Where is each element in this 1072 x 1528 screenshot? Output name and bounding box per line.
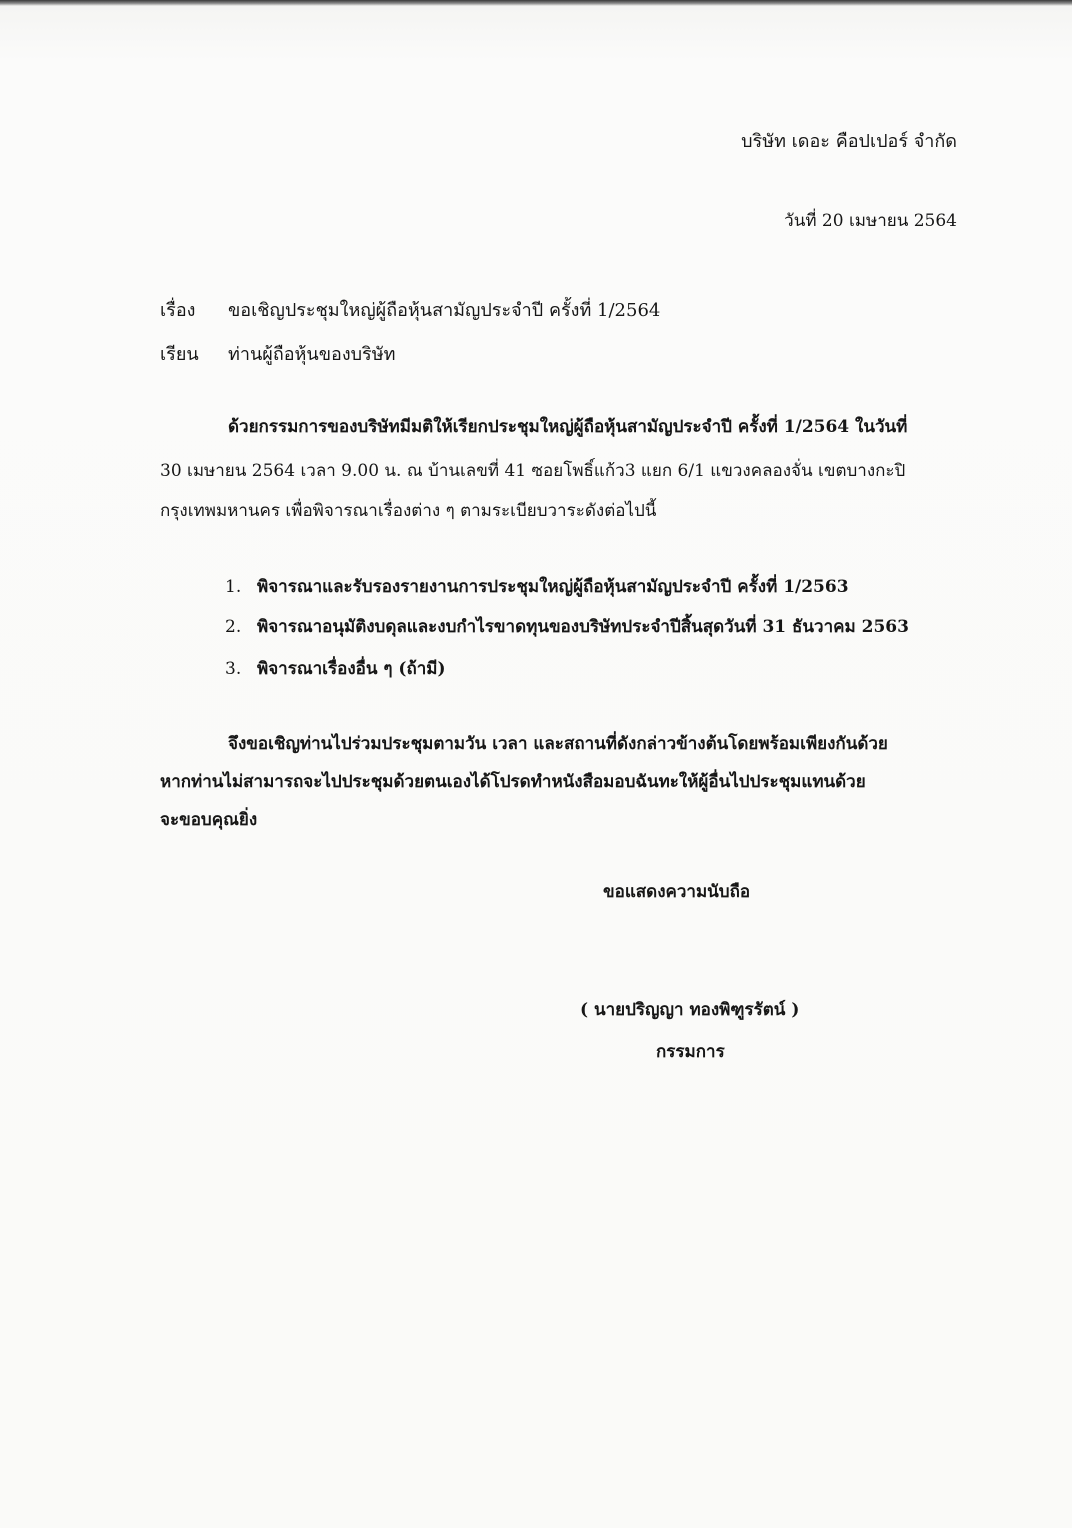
recipient-text: ท่านผู้ถือหุ้นของบริษัท xyxy=(228,344,396,365)
agenda-item-number: 2. xyxy=(225,617,242,637)
closing-salutation: ขอแสดงความนับถือ xyxy=(603,882,751,902)
body-paragraph-2-line-3: จะขอบคุณยิ่ง xyxy=(160,810,258,830)
subject-label: เรื่อง xyxy=(160,300,196,321)
body-paragraph-2-line-2: หากท่านไม่สามารถจะไปประชุมด้วยตนเองได้โปรดทำหนังสือมอบฉันทะให้ผู้อื่นไปประชุมแทนด้วย xyxy=(160,772,866,792)
body-paragraph-1-line-1: ด้วยกรรมการของบริษัทมีมติให้เรียกประชุมใหญ่ผู้ถือหุ้นสามัญประจำปี ครั้งที่ 1/2564 ในวันที่ xyxy=(228,417,908,437)
agenda-item xyxy=(225,573,849,600)
agenda-item-number: 3. xyxy=(225,659,242,679)
subject-text: ขอเชิญประชุมใหญ่ผู้ถือหุ้นสามัญประจำปี ครั้งที่ 1/2564 xyxy=(228,300,661,321)
scan-top-edge xyxy=(0,0,1072,6)
agenda-item xyxy=(225,655,446,682)
body-paragraph-1-line-2: 30 เมษายน 2564 เวลา 9.00 น. ณ บ้านเลขที่ 41 ซอยโพธิ์แก้ว3 แยก 6/1 แขวงคลองจั่น เขตบางกะปิ xyxy=(160,461,906,481)
agenda-item xyxy=(225,613,909,640)
body-paragraph-1-line-3: กรุงเทพมหานคร เพื่อพิจารณาเรื่องต่าง ๆ ตามระเบียบวาระดังต่อไปนี้ xyxy=(160,501,657,521)
agenda-item-number: 1. xyxy=(225,577,242,597)
agenda-item-text: พิจารณาอนุมัติงบดุลและงบกำไรขาดทุนของบริษัทประจำปีสิ้นสุดวันที่ 31 ธันวาคม 2563 xyxy=(257,617,909,637)
signatory-name: ( นายปริญญา ทองพิฑูรรัตน์ ) xyxy=(580,1000,800,1020)
body-paragraph-2-line-1: จึงขอเชิญท่านไปร่วมประชุมตามวัน เวลา และสถานที่ดังกล่าวข้างต้นโดยพร้อมเพียงกันด้วย xyxy=(228,734,888,754)
agenda-item-text: พิจารณาและรับรองรายงานการประชุมใหญ่ผู้ถือหุ้นสามัญประจำปี ครั้งที่ 1/2563 xyxy=(257,577,849,597)
signatory-title: กรรมการ xyxy=(656,1042,725,1062)
agenda-item-text: พิจารณาเรื่องอื่น ๆ (ถ้ามี) xyxy=(257,659,446,679)
letter-date: วันที่ 20 เมษายน 2564 xyxy=(784,211,957,231)
company-name: บริษัท เดอะ คือปเปอร์ จำกัด xyxy=(741,131,957,152)
recipient-label: เรียน xyxy=(160,344,199,365)
